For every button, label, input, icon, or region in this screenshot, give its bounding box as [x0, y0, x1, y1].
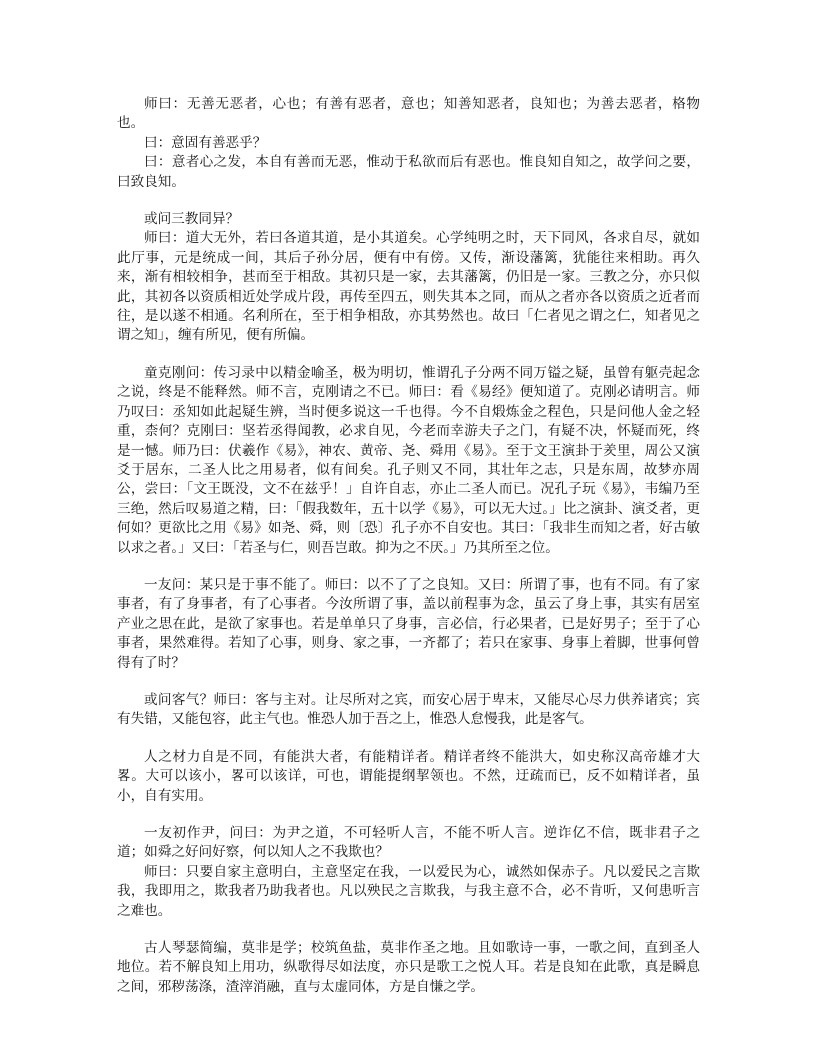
section-gap [117, 558, 700, 576]
paragraph: 一友问：某只是于事不能了。师曰：以不了了之良知。又曰：所谓了事，也有不同。有了家事者，有了身事者，有了心事者。今汝所谓了事，盖以前程事为念，虽云了身上事，其实有居室产业之思在此，是欲了家事也。若是单单只了身事，言必信，行必果者，已是好男子；至于了心事者，果然难得。若知了心事，则身、家之事，一齐都了；若只在家事、身事上着脚，世事何曾得有了时？ [117, 576, 700, 671]
paragraph: 古人琴瑟简编，莫非是学；校筑鱼盐，莫非作圣之地。且如歌诗一事，一歌之间，直到圣人地位。若不解良知上用功，纵歌得尽如法度，亦只是歌工之悦人耳。若是良知在此歌，真是瞬息之间，邪秽荡涤，渣滓消融，直与太虚同体，方是自慊之学。 [117, 940, 700, 995]
paragraph: 一友初作尹，问曰：为尹之道，不可轻听人言，不能不听人言。逆诈亿不信，既非君子之道；如舜之好问好察，何以知人之不我欺也？ [117, 825, 700, 861]
section-ke-qi [117, 691, 700, 730]
paragraph: 或问三教同异？ [144, 211, 240, 228]
paragraph: 童克刚问：传习录中以精金喻圣，极为明切，惟谓孔子分两不同万镒之疑，虽曾有躯壳起念之说，终是不能释然。师不言，克刚请之不已。师曰：看《易经》便知道了。克刚必请明言。师乃叹曰：丞知如此起疑生辨，当时便多说这一千也得。今不自煅炼金之程色，只是问他人金之轻重，柰何？克刚曰：坚若丞得闻教，必求自见，今老而幸游夫子之门，有疑不决，怀疑而死，终是一憾。师乃曰：伏羲作《易》，神农、黄帝、尧、舜用《易》。至于文王演卦于羑里，周公又演爻于居东，二圣人比之用易者，似有间矣。孔子则又不同，其壮年之志，只是东周，故梦亦周公，尝曰：「文王既没，文不在兹乎！」自许自志，亦止二圣人而已。况孔子玩《易》，韦编乃至三绝，然后叹易道之精，曰：「假我数年，五十以学《易》，可以无大过。」比之演卦、演爻者，更何如？更欲比之用《易》如尧、舜，则〔恐〕孔子亦不自安也。其曰：「我非生而知之者，好古敏以求之者。」又曰：「若圣与仁，则吾岂敢。抑为之不厌。」乃其所至之位。 [117, 364, 700, 556]
paragraph: 或问客气？师曰：客与主对。让尽所对之宾，而安心居于卑末，又能尽心尽力供养诸宾；宾有失错，又能包容，此主气也。惟恐人加于吾之上，惟恐人怠慢我，此是客气。 [117, 691, 700, 728]
section-liao-shi [117, 576, 700, 673]
section-liangzhi [117, 95, 700, 192]
section-gap [117, 921, 700, 939]
section-cai-li [117, 748, 700, 806]
paragraph: 师曰：无善无恶者，心也；有善有恶者，意也；知善知恶者，良知也；为善去恶者，格物也。 [117, 96, 700, 132]
section-gap [117, 192, 700, 210]
paragraph: 师曰：道大无外，若曰各道其道，是小其道矣。心学纯明之时，天下同风，各求自尽，就如此厅事，元是统成一间，其后子孙分居，便有中有傍。又传，渐设藩篱，犹能往来相助。再久来，渐有相较相争，甚而至于相敌。其初只是一家，去其藩篱，仍旧是一家。三教之分，亦只似此，其初各以资质相近处学成片段，再传至四五，则失其本之同，而从之者亦各以资质之近者而往，是以遂不相通。名利所在，至于相争相敌，亦其势然也。故曰「仁者见之谓之仁，知者见之谓之知」，缠有所见，便有所偏。 [117, 230, 700, 344]
section-gap [117, 806, 700, 824]
section-three-teachings [117, 210, 700, 346]
document-page [117, 95, 700, 997]
paragraph: 师曰：只要自家主意明白，主意坚定在我，一以爱民为心，诚然如保赤子。凡以爱民之言欺我，我即用之，欺我者乃助我者也。凡以殃民之言欺我，与我主意不合，必不肯听，又何患听言之难也。 [117, 863, 700, 919]
section-tong-kegang [117, 364, 700, 558]
section-gap [117, 730, 700, 748]
section-gap [117, 673, 700, 691]
section-gap [117, 346, 700, 364]
paragraph: 曰：意者心之发，本自有善而无恶，惟动于私欲而后有恶也。惟良知自知之，故学问之要，曰致良知。 [117, 154, 700, 190]
section-wei-yin [117, 824, 700, 921]
paragraph: 曰：意固有善恶乎？ [144, 134, 267, 151]
paragraph: 人之材力自是不同，有能洪大者，有能精详者。精详者终不能洪大，如史称汉高帝雄才大畧。大可以该小，畧可以该详，可也，谓能提纲挈领也。不然，迂疏而已，反不如精详者，虽小，自有实用。 [117, 748, 700, 804]
section-qin-se [117, 939, 700, 997]
